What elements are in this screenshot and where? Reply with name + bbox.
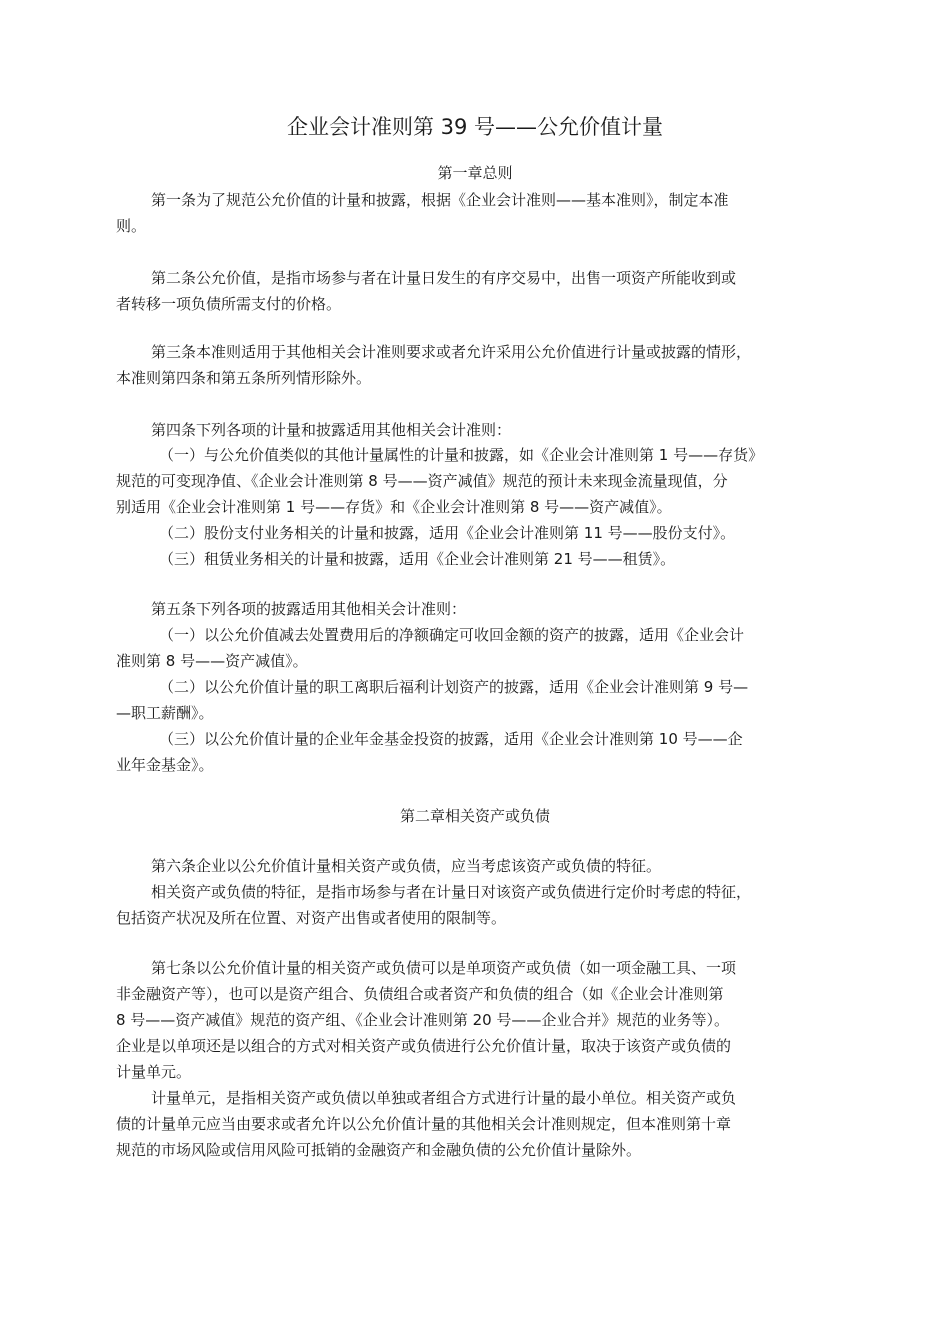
article-5-item-3-line-1: （三）以公允价值计量的企业年金基金投资的披露，适用《企业会计准则第 10 号——企 xyxy=(159,730,743,748)
article-3-line-2: 本准则第四条和第五条所列情形除外。 xyxy=(116,369,372,387)
article-4-item-1-line-1: （一）与公允价值类似的其他计量属性的计量和披露，如《企业会计准则第 1 号——存货》 xyxy=(159,446,764,464)
chapter-2-heading: 第二章相关资产或负债 xyxy=(399,807,550,825)
article-2-line-2: 者转移一项负债所需支付的价格。 xyxy=(116,295,342,313)
article-7-line-1: 第七条以公允价值计量的相关资产或负债可以是单项资产或负债（如一项金融工具、一项 xyxy=(151,959,737,977)
article-4-item-2: （二）股份支付业务相关的计量和披露，适用《企业会计准则第 11 号——股份支付》。 xyxy=(159,524,736,542)
document-title: 企业会计准则第 39 号——公允价值计量 xyxy=(286,115,664,139)
article-7-para-2-line-1: 计量单元，是指相关资产或负债以单独或者组合方式进行计量的最小单位。相关资产或负 xyxy=(151,1089,737,1107)
article-5-item-2-line-1: （二）以公允价值计量的职工离职后福利计划资产的披露，适用《企业会计准则第 9 号— xyxy=(159,678,749,696)
article-5-item-1-line-1: （一）以公允价值减去处置费用后的净额确定可收回金额的资产的披露，适用《企业会计 xyxy=(159,626,745,644)
article-1-line-1: 第一条为了规范公允价值的计量和披露，根据《企业会计准则——基本准则》，制定本准 xyxy=(151,191,729,209)
article-7-line-4: 企业是以单项还是以组合的方式对相关资产或负债进行公允价值计量，取决于该资产或负债的 xyxy=(116,1037,732,1055)
article-5-item-1-line-2: 准则第 8 号——资产减值》。 xyxy=(116,652,308,670)
article-5-item-2-line-2: —职工薪酬》。 xyxy=(116,704,214,722)
article-3-line-1: 第三条本准则适用于其他相关会计准则要求或者允许采用公允价值进行计量或披露的情形， xyxy=(151,343,752,361)
article-7-line-3: 8 号——资产减值》规范的资产组、《企业会计准则第 20 号——企业合并》规范的业务等）。 xyxy=(116,1011,729,1029)
article-6-para-2-line-2: 包括资产状况及所在位置、对资产出售或者使用的限制等。 xyxy=(116,909,507,927)
article-5-item-3-line-2: 业年金基金》。 xyxy=(116,756,214,774)
article-6-para-2-line-1: 相关资产或负债的特征，是指市场参与者在计量日对该资产或负债进行定价时考虑的特征， xyxy=(151,883,752,901)
article-4-item-1-line-3: 别适用《企业会计准则第 1 号——存货》和《企业会计准则第 8 号——资产减值》。 xyxy=(116,498,672,516)
article-6-line-1: 第六条企业以公允价值计量相关资产或负债，应当考虑该资产或负债的特征。 xyxy=(151,857,662,875)
article-1-line-2: 则。 xyxy=(116,217,147,235)
article-7-para-2-line-2: 债的计量单元应当由要求或者允许以公允价值计量的其他相关会计准则规定，但本准则第十章 xyxy=(116,1115,732,1133)
article-7-line-2: 非金融资产等），也可以是资产组合、负债组合或者资产和负债的组合（如《企业会计准则第 xyxy=(116,985,724,1003)
article-5-line-1: 第五条下列各项的披露适用其他相关会计准则： xyxy=(151,600,467,618)
article-2-line-1: 第二条公允价值，是指市场参与者在计量日发生的有序交易中，出售一项资产所能收到或 xyxy=(151,269,737,287)
chapter-1-heading: 第一章总则 xyxy=(437,164,513,182)
article-7-para-2-line-3: 规范的市场风险或信用风险可抵销的金融资产和金融负债的公允价值计量除外。 xyxy=(116,1141,642,1159)
article-7-line-5: 计量单元。 xyxy=(116,1063,192,1081)
article-4-item-3: （三）租赁业务相关的计量和披露，适用《企业会计准则第 21 号——租赁》。 xyxy=(159,550,676,568)
article-4-item-1-line-2: 规范的可变现净值、《企业会计准则第 8 号——资产减值》规范的预计未来现金流量现值，分 xyxy=(116,472,728,490)
article-4-line-1: 第四条下列各项的计量和披露适用其他相关会计准则： xyxy=(151,421,512,439)
